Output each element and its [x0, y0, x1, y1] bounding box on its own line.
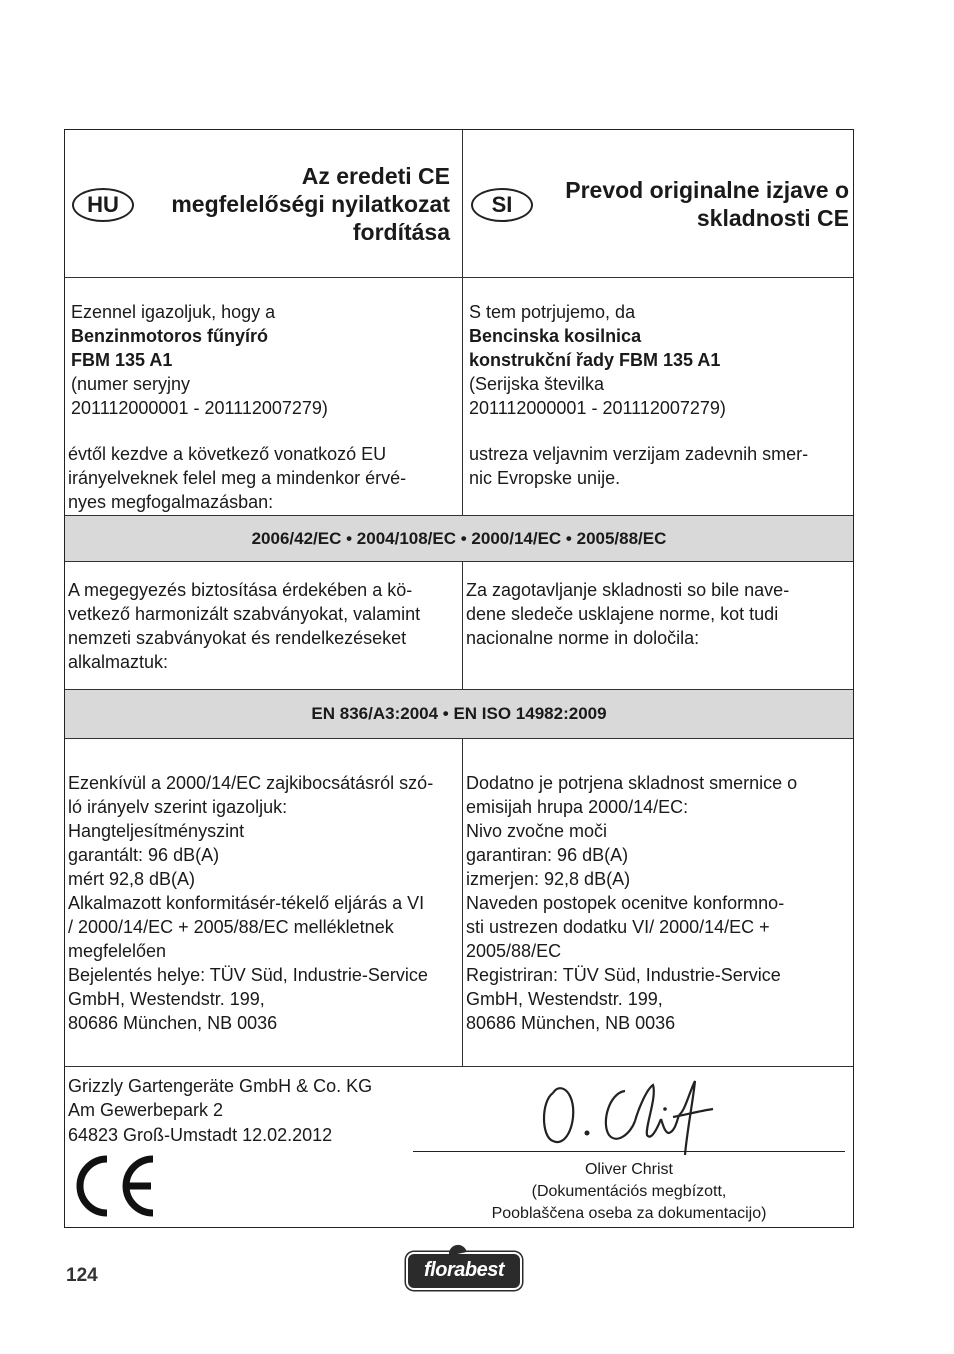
si-conformity-text: ustreza veljavnim verzijam zadevnih smer- nic Evropske unije.: [469, 444, 809, 488]
si-language-badge: SI: [471, 188, 533, 222]
signatory-role-si: Pooblaščena oseba za dokumentacijo): [491, 1205, 767, 1222]
signatory-role-hu: (Dokumentációs megbízott,: [531, 1183, 727, 1200]
declaration-frame: [64, 129, 854, 1228]
si-product-name: Bencinska kosilnica: [469, 326, 642, 346]
product-si: [463, 278, 853, 515]
si-title: Prevod originalne izjave o skladnosti CE: [565, 177, 849, 231]
brand-name: florabest: [424, 1259, 504, 1281]
hu-serial: 201112000001 - 201112007279): [71, 398, 328, 418]
si-intro: S tem potrjujemo, da: [469, 302, 636, 322]
hu-serial-label: (numer seryjny: [71, 374, 191, 394]
header-hu: [65, 130, 463, 277]
hu-conformity-text: évtől kezdve a következő vonatkozó EU irányelveknek felel meg a mindenkor érvé- nyes megfogalmazásban:: [68, 444, 407, 512]
noise-si: [463, 739, 853, 1066]
signatory-block: [413, 1159, 845, 1225]
signature-row: [65, 1067, 853, 1227]
standards-list: EN 836/A3:2004 • EN ISO 14982:2009: [311, 704, 607, 723]
page-number: 124: [66, 1265, 98, 1286]
si-noise-text: Dodatno je potrjena skladnost smernice o emisijah hrupa 2000/14/EC: Nivo zvočne moči garantiran: 96 dB(A) izmerjen: 92,8 dB(A) Naveden postopek ocenitve konformno- sti ustrezen dodatku VI/ 2000/14/EC + 2005/88/EC Registriran: TÜV Süd, Industrie-Service GmbH, Westendstr. 199, 80686 München, NB 0036: [466, 773, 798, 1033]
hu-intro: Ezennel igazoljuk, hogy a: [71, 302, 276, 322]
si-serial: 201112000001 - 201112007279): [469, 398, 726, 418]
brand-leaf-icon: [447, 1243, 466, 1256]
hu-noise-text: Ezenkívül a 2000/14/EC zajkibocsátásról szó- ló irányelv szerint igazoljuk: Hangteljesítményszint garantált: 96 dB(A) mért 92,8 dB(A) Alkalmazott konformitásér-tékelő eljárás a VI / 2000/14/EC + 2005/88/EC mellékletnek megfelelően Bejelentés helye: TÜV Süd, Industrie-Service GmbH, Westendstr. 199, 80686 München, NB 0036: [68, 773, 434, 1033]
ce-mark: [71, 1153, 157, 1219]
standards-row: [65, 690, 853, 739]
header-si: [463, 130, 853, 277]
company-street: Am Gewerbepark 2: [68, 1100, 224, 1120]
product-row: [65, 278, 853, 516]
noise-row: [65, 739, 853, 1067]
company-name: Grizzly Gartengeräte GmbH & Co. KG: [68, 1076, 373, 1096]
noise-hu: [65, 739, 463, 1066]
harmonized-hu: [65, 562, 463, 689]
hu-language-badge: HU: [72, 188, 134, 222]
harmonized-si: [463, 562, 853, 689]
company-city-date: 64823 Groß-Umstadt 12.02.2012: [68, 1125, 333, 1145]
directives-list: 2006/42/EC • 2004/108/EC • 2000/14/EC • 2005/88/EC: [251, 529, 667, 548]
harmonized-row: [65, 562, 853, 690]
hu-harmonized-text: A megegyezés biztosítása érdekében a kö- vetkező harmonizált szabványokat, valamint nemzeti szabványokat és rendelkezéseket alkalmaztuk:: [68, 580, 421, 672]
si-serial-label: (Serijska številka: [469, 374, 605, 394]
directives-row: [65, 516, 853, 562]
hu-product-name: Benzinmotoros fűnyíró: [71, 326, 268, 346]
header-row: [65, 130, 853, 278]
si-harmonized-text: Za zagotavljanje skladnosti so bile nave- dene sledeče usklajene norme, kot tudi nacionalne norme in določila:: [466, 580, 790, 648]
handwritten-signature: [535, 1071, 725, 1157]
florabest-logo: [406, 1252, 522, 1290]
si-product-model: konstrukční řady FBM 135 A1: [469, 350, 721, 370]
product-hu: [65, 278, 463, 515]
signature-line: [413, 1151, 845, 1152]
hu-product-model: FBM 135 A1: [71, 350, 173, 370]
hu-title: Az eredeti CE megfelelőségi nyilatkozat fordítása: [171, 163, 450, 245]
signatory-name: Oliver Christ: [584, 1161, 673, 1178]
